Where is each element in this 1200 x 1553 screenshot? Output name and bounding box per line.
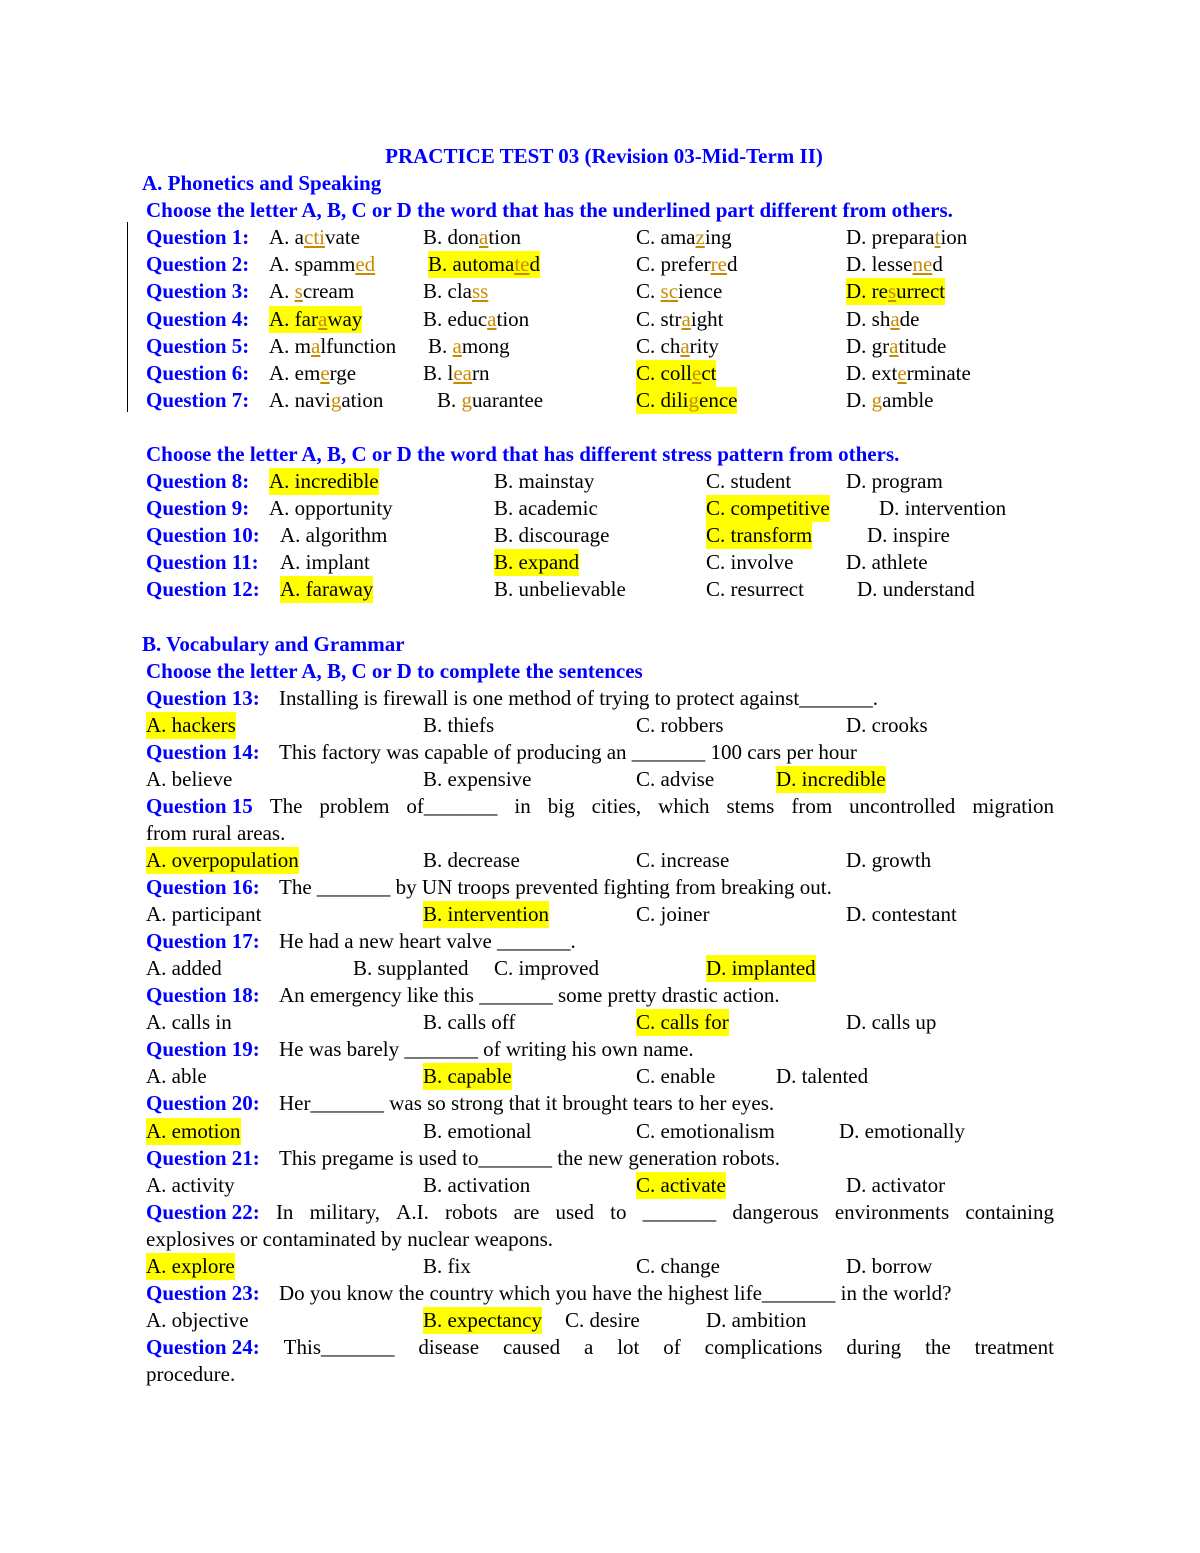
option-d[interactable]: D. athlete <box>846 550 928 574</box>
option-a[interactable]: A. scream <box>269 279 355 303</box>
question-row: Question 8: A. incredible B. mainstay C. student D. program <box>146 469 943 493</box>
option-d[interactable]: D. crooks <box>846 713 928 737</box>
option-d[interactable]: D. growth <box>846 848 932 872</box>
question-stem-cont: procedure. <box>146 1362 236 1386</box>
option-b[interactable]: B. guarantee <box>437 388 544 412</box>
question-stem: Question 19: He was barely _______ of writing his own name. <box>146 1037 694 1061</box>
option-a[interactable]: A. emotion <box>146 1119 241 1143</box>
option-a[interactable]: A. activate <box>269 225 360 249</box>
option-a[interactable]: A. malfunction <box>269 334 397 358</box>
option-c[interactable]: C. increase <box>636 848 730 872</box>
option-d[interactable]: D. program <box>846 469 943 493</box>
option-d[interactable]: D. gamble <box>846 388 934 412</box>
option-a[interactable]: A. able <box>146 1064 207 1088</box>
option-a[interactable]: A. emerge <box>269 361 357 385</box>
option-c[interactable]: C. amazing <box>636 225 732 249</box>
option-b[interactable]: B. supplanted <box>353 956 469 980</box>
option-a[interactable]: A. explore <box>146 1254 235 1278</box>
option-d[interactable]: D. lessened <box>846 252 943 276</box>
page-title: PRACTICE TEST 03 (Revision 03-Mid-Term II) <box>385 144 823 168</box>
option-b[interactable]: B. capable <box>423 1064 512 1088</box>
option-a[interactable]: A. navigation <box>269 388 384 412</box>
option-c[interactable]: C. joiner <box>636 902 710 926</box>
question-stem: Question 21: This pregame is used to_______ the new generation robots. <box>146 1146 780 1170</box>
question-row: Question 3: A. scream B. class C. science D. resurrect <box>146 279 946 303</box>
option-d[interactable]: D. incredible <box>776 767 886 791</box>
option-d[interactable]: D. implanted <box>706 956 816 980</box>
question-stem: Question 14: This factory was capable of producing an _______ 100 cars per hour <box>146 740 857 764</box>
option-b[interactable]: B. mainstay <box>494 469 595 493</box>
options-row <box>0 712 1200 739</box>
option-a[interactable]: A. spammed <box>269 252 376 276</box>
option-b[interactable]: B. academic <box>494 496 598 520</box>
question-row: Question 7: A. navigation B. guarantee C. diligence D. gamble <box>146 388 934 412</box>
question-stem: Question 24: This_______ disease caused a lot of complications during the treatment <box>146 1335 1054 1359</box>
option-d[interactable]: D. intervention <box>879 496 1007 520</box>
question-stem-cont: from rural areas. <box>146 821 286 845</box>
options-row <box>0 1118 1200 1145</box>
option-c[interactable]: C. involve <box>706 550 794 574</box>
option-a[interactable]: A. faraway <box>280 577 374 601</box>
option-c[interactable]: C. change <box>636 1254 720 1278</box>
option-b[interactable]: B. fix <box>423 1254 471 1278</box>
instruction-stress: Choose the letter A, B, C or D the word that has different stress pattern from others. <box>146 442 900 466</box>
option-d[interactable]: D. contestant <box>846 902 957 926</box>
option-d[interactable]: D. borrow <box>846 1254 933 1278</box>
question-stem-cont: explosives or contaminated by nuclear weapons. <box>146 1227 554 1251</box>
option-c[interactable]: C. charity <box>636 334 719 358</box>
options-row <box>0 955 1200 982</box>
options-row <box>0 1009 1200 1036</box>
option-a[interactable]: A. calls in <box>146 1010 232 1034</box>
option-c[interactable]: C. student <box>706 469 792 493</box>
question-stem: Question 16: The _______ by UN troops prevented fighting from breaking out. <box>146 875 832 899</box>
option-b[interactable]: B. class <box>423 279 489 303</box>
option-b[interactable]: B. unbelievable <box>494 577 626 601</box>
option-b[interactable]: B. education <box>423 307 530 331</box>
option-c[interactable]: C. diligence <box>636 388 738 412</box>
options-row <box>0 766 1200 793</box>
options-row <box>0 1307 1200 1334</box>
option-a[interactable]: A. implant <box>280 550 370 574</box>
option-c[interactable]: C. advise <box>636 767 715 791</box>
question-stem: Question 23: Do you know the country which you have the highest life_______ in the world? <box>146 1281 952 1305</box>
options-row <box>0 847 1200 874</box>
question-stem: Question 18: An emergency like this _______ some pretty drastic action. <box>146 983 780 1007</box>
instruction-complete: Choose the letter A, B, C or D to complete the sentences <box>146 659 643 683</box>
option-d[interactable]: D. preparation <box>846 225 968 249</box>
options-row <box>0 1172 1200 1199</box>
question-stem: Question 20: Her_______ was so strong that it brought tears to her eyes. <box>146 1091 775 1115</box>
option-c[interactable]: C. resurrect <box>706 577 804 601</box>
option-c[interactable]: C. enable <box>636 1064 716 1088</box>
option-c[interactable]: C. robbers <box>636 713 724 737</box>
option-b[interactable]: B. learn <box>423 361 490 385</box>
option-d[interactable]: D. understand <box>857 577 975 601</box>
option-d[interactable]: D. inspire <box>867 523 950 547</box>
question-row: Question 11: A. implant B. expand C. involve D. athlete <box>146 550 928 574</box>
option-a[interactable]: A. faraway <box>269 307 363 331</box>
option-b[interactable]: B. activation <box>423 1173 531 1197</box>
option-b[interactable]: B. emotional <box>423 1119 532 1143</box>
option-a[interactable]: A. incredible <box>269 469 379 493</box>
option-a[interactable]: A. added <box>146 956 222 980</box>
question-row: Question 9: A. opportunity B. academic C. competitive D. intervention <box>146 496 1007 520</box>
question-row: Question 12: A. faraway B. unbelievable C. resurrect D. understand <box>146 577 975 601</box>
option-a[interactable]: A. algorithm <box>280 523 388 547</box>
option-a[interactable]: A. believe <box>146 767 233 791</box>
instruction-underlined: Choose the letter A, B, C or D the word that has the underlined part different from others. <box>146 198 953 222</box>
question-stem: Question 15 The problem of_______ in big cities, which stems from uncontrolled migration <box>146 794 1054 818</box>
option-b[interactable]: B. discourage <box>494 523 610 547</box>
option-a[interactable]: A. participant <box>146 902 262 926</box>
option-c[interactable]: C. activate <box>636 1173 726 1197</box>
option-c[interactable]: C. straight <box>636 307 724 331</box>
question-row: Question 10: A. algorithm B. discourage C. transform D. inspire <box>146 523 950 547</box>
question-row: Question 6: A. emerge B. learn C. collect D. exterminate <box>146 361 971 385</box>
option-d[interactable]: D. gratitude <box>846 334 947 358</box>
option-b[interactable]: B. expand <box>494 550 580 574</box>
option-b[interactable]: B. expensive <box>423 767 532 791</box>
option-c[interactable]: C. transform <box>706 523 813 547</box>
option-c[interactable]: C. emotionalism <box>636 1119 775 1143</box>
question-stem: Question 13: Installing is firewall is one method of trying to protect against_______. <box>146 686 878 710</box>
question-stem: Question 22: In military, A.I. robots are used to _______ dangerous environments containing <box>146 1200 1054 1224</box>
option-b[interactable]: B. decrease <box>423 848 520 872</box>
option-a[interactable]: A. opportunity <box>269 496 393 520</box>
option-c[interactable]: C. desire <box>565 1308 640 1332</box>
option-d[interactable]: D. activator <box>846 1173 946 1197</box>
option-c[interactable]: C. collect <box>636 361 717 385</box>
option-b[interactable]: B. among <box>428 334 510 358</box>
option-d[interactable]: D. exterminate <box>846 361 971 385</box>
option-d[interactable]: D. resurrect <box>846 279 946 303</box>
option-b[interactable]: B. intervention <box>423 902 549 926</box>
options-row <box>0 1063 1200 1090</box>
option-d[interactable]: D. ambition <box>706 1308 807 1332</box>
question-row: Question 4: A. faraway B. education C. straight D. shade <box>146 307 920 331</box>
option-d[interactable]: D. shade <box>846 307 920 331</box>
option-a[interactable]: A. hackers <box>146 713 236 737</box>
option-d[interactable]: D. talented <box>776 1064 869 1088</box>
option-a[interactable]: A. overpopulation <box>146 848 299 872</box>
option-a[interactable]: A. objective <box>146 1308 249 1332</box>
question-stem: Question 17: He had a new heart valve _______. <box>146 929 576 953</box>
option-b[interactable]: B. automated <box>428 252 540 276</box>
question-row: Question 5: A. malfunction B. among C. charity D. gratitude <box>146 334 947 358</box>
question-row: Question 1: A. activate B. donation C. amazing D. preparation <box>146 225 968 249</box>
section-b-heading: B. Vocabulary and Grammar <box>142 632 405 656</box>
option-a[interactable]: A. activity <box>146 1173 235 1197</box>
question-row: Question 2: A. spammed B. automated C. preferred D. lessened <box>146 252 943 276</box>
options-row <box>0 1253 1200 1280</box>
option-c[interactable]: C. calls for <box>636 1010 729 1034</box>
option-d[interactable]: D. emotionally <box>839 1119 965 1143</box>
option-c[interactable]: C. science <box>636 279 723 303</box>
option-d[interactable]: D. calls up <box>846 1010 937 1034</box>
option-b[interactable]: B. expectancy <box>423 1308 542 1332</box>
option-c[interactable]: C. competitive <box>706 496 830 520</box>
option-b[interactable]: B. donation <box>423 225 522 249</box>
option-b[interactable]: B. thiefs <box>423 713 495 737</box>
option-c[interactable]: C. preferred <box>636 252 738 276</box>
option-b[interactable]: B. calls off <box>423 1010 516 1034</box>
options-row <box>0 901 1200 928</box>
option-c[interactable]: C. improved <box>494 956 599 980</box>
section-a-heading: A. Phonetics and Speaking <box>142 171 382 195</box>
